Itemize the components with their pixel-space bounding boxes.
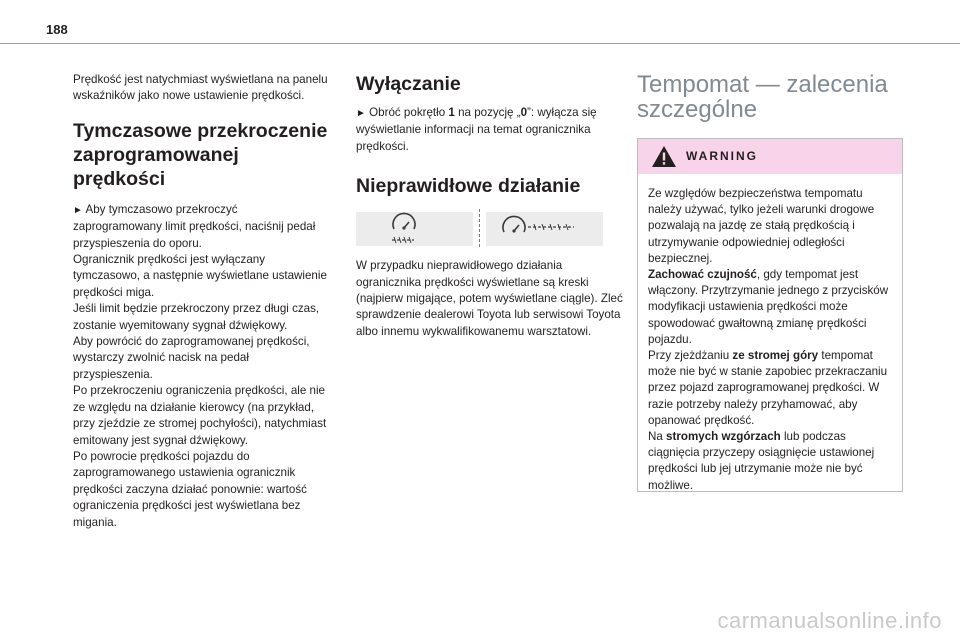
column-right (637, 72, 903, 492)
warning-paragraph: Ze względów bezpieczeństwa tempomatu należy używać, tylko jeżeli warunki drogowe pozwalają na jazdę ze stałą prędkością i utrzymywanie odpowiedniej odległości bezpiecznej. (648, 187, 875, 265)
arrow-bullet-icon: ► (356, 108, 366, 119)
warning-emphasis: stromych wzgórzach (666, 430, 781, 444)
off-paragraph (356, 105, 624, 155)
warning-box (637, 138, 903, 492)
body-line: Aby powrócić do zaprogramowanej prędkości, wystarczy zwolnić nacisk na pedał przyspieszenia. (73, 335, 310, 381)
fault-icons-row (356, 212, 604, 248)
off-text-zero: 0 (520, 106, 528, 119)
body-line: Ogranicznik prędkości jest wyłączany tymczasowo, a następnie wyświetlane ustawienie prędkości miga. (73, 253, 327, 299)
body-line: Jeśli limit będzie przekroczony przez długi czas, zostanie wyemitowany sygnał dźwiękowy. (73, 302, 320, 332)
page-number: 188 (46, 22, 68, 37)
warning-text: Na (648, 430, 667, 444)
off-text-e: ”: wyłącza się wyświetlanie informacji na temat ogranicznika prędkości. (356, 106, 597, 153)
section-title-cruise-control: Tempomat — zalecenia szczególne (637, 71, 888, 123)
warning-paragraph (648, 348, 894, 429)
speed-limiter-fault-icon (356, 212, 473, 246)
off-text-a: Obróć pokrętło (369, 106, 449, 119)
intro-paragraph: Prędkość jest natychmiast wyświetlana na panelu wskaźników jako nowe ustawienie prędkości. (73, 73, 328, 103)
warning-triangle-icon (651, 145, 677, 168)
warning-paragraph (648, 429, 894, 494)
off-text-c: na pozycję „ (454, 106, 521, 119)
warning-emphasis: ze stromej góry (732, 349, 819, 363)
warning-header (638, 139, 902, 174)
arrow-bullet-icon: ► (73, 204, 83, 216)
fault-icon-panel-left (356, 212, 473, 246)
off-text-dial: 1 (448, 106, 455, 119)
body-line: Po przekroczeniu ograniczenia prędkości, ale nie ze względu na działanie kierowcy (na przykład, przy zjeździe ze stromej pochyłości), natychmiast emitowany jest sygnał dźwiękowy. (73, 384, 327, 447)
warning-text: tempomat może nie być w stanie zapobiec przekraczaniu przez pojazd zaprogramowanej prędkości. W razie potrzeby należy przyhamować, aby opanować prędkość. (648, 349, 888, 427)
watermark: carmanualsonline.info (717, 608, 942, 633)
section-title-malfunction: Nieprawidłowe działanie (356, 175, 581, 198)
column-left (73, 72, 328, 531)
instruction-text: Aby tymczasowo przekroczyć zaprogramowany limit prędkości, naciśnij pedał przyspieszenia do oporu. (73, 202, 316, 250)
section-title-off: Wyłączanie (356, 73, 461, 95)
warning-text: lub podczas ciągnięcia przyczepy osiągnięcie ustawionej prędkości lub jej utrzymanie może nie być możliwe. (648, 430, 875, 492)
fault-paragraph: W przypadku nieprawidłowego działania ogranicznika prędkości wyświetlane są kreski (najpierw migające, potem wyświetlane ciągle). Zleć sprawdzenie dealerowi Toyota lub serwisowi Toyota albo innemu wykwalifikowanemu warsztatowi. (356, 259, 623, 338)
icon-divider (479, 209, 480, 247)
body-line: Po powrocie prędkości pojazdu do zaprogramowanego ustawienia ogranicznik prędkości zaczyna działać ponownie: wartość ograniczenia prędkości jest wyświetlana bez migania. (73, 449, 307, 529)
section-title-temporary-exceed: Tymczasowe przekroczenie zaprogramowanej prędkości (73, 119, 328, 190)
warning-text: , gdy tempomat jest włączony. Przytrzymanie jednego z przycisków modyfikacji ustawienia prędkości może spowodować gwałtowną zmianę prędkości pojazdu. (648, 268, 889, 346)
instruction-paragraph (73, 202, 328, 252)
warning-body (638, 174, 902, 494)
warning-text: Przy zjeżdżaniu (648, 349, 733, 363)
warning-paragraph (648, 267, 894, 348)
fault-icon-panel-right (486, 212, 603, 246)
header-rule (0, 43, 960, 44)
column-middle (356, 72, 624, 340)
warning-label: WARNING (686, 149, 758, 163)
speed-limiter-fault-dashes-icon (486, 212, 603, 246)
warning-emphasis: Zachować czujność (648, 268, 757, 282)
